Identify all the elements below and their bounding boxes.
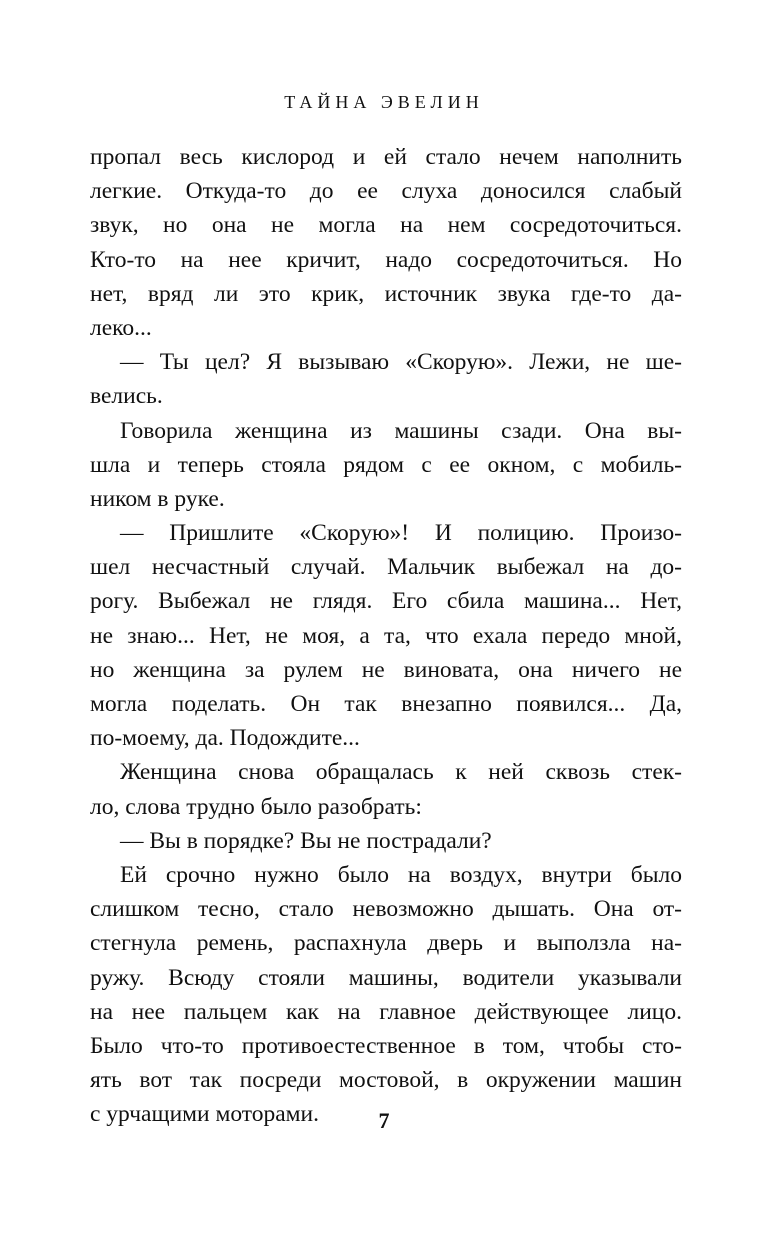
text-line: могла поделать. Он так внезапно появился... Да,: [90, 691, 682, 717]
text-line: — Вы в порядке? Вы не пострадали?: [120, 827, 492, 854]
running-title: ТАЙНА ЭВЕЛИН: [284, 92, 484, 112]
text-line: ло, слова трудно было разобрать:: [90, 793, 422, 820]
text-line: — Пришлите «Скорую»! И полицию. Произо-: [120, 520, 682, 547]
text-line: Говорила женщина из машины сзади. Она вы-: [120, 417, 682, 444]
text-line: с урчащими моторами.: [90, 1101, 319, 1128]
text-line: звук, но она не могла на нем сосредоточиться.: [90, 212, 682, 239]
text-line: не знаю... Нет, не моя, а та, что ехала передо мной,: [90, 622, 682, 649]
text-line: на нее пальцем как на главное действующее лицо.: [90, 998, 682, 1025]
text-line: ять вот так посреди мостовой, в окружении машин: [90, 1067, 682, 1094]
text-line: — Ты цел? Я вызываю «Скорую». Лежи, не ше-: [120, 349, 682, 376]
text-line: Женщина снова обращалась к ней сквозь стек-: [120, 759, 682, 786]
text-line: ружу. Всюду стояли машины, водители указывали: [90, 964, 682, 991]
text-line: но женщина за рулем не виновата, она ничего не: [90, 656, 682, 683]
text-line: нет, вряд ли это крик, источник звука где-то да-: [90, 280, 682, 307]
text-line: Ей срочно нужно было на воздух, внутри было: [120, 861, 682, 888]
text-line: Было что-то противоестественное в том, чтобы сто-: [90, 1032, 682, 1059]
page-number: 7: [378, 1108, 390, 1133]
text-line: стегнула ремень, распахнула дверь и выползла на-: [90, 930, 682, 957]
text-line: рогу. Выбежал не глядя. Его сбила машина... Нет,: [90, 588, 682, 615]
text-line: слишком тесно, стало невозможно дышать. Она от-: [90, 896, 682, 923]
text-line: шел несчастный случай. Мальчик выбежал на до-: [90, 554, 682, 581]
body-text: [90, 140, 682, 1131]
text-line: Кто-то на нее кричит, надо сосредоточиться. Но: [90, 246, 682, 273]
text-line: по-моему, да. Подождите...: [90, 725, 360, 752]
text-line: шла и теперь стояла рядом с ее окном, с мобиль-: [90, 451, 682, 478]
text-line: леко...: [90, 314, 152, 341]
text-line: легкие. Откуда-то до ее слуха доносился слабый: [90, 178, 682, 205]
text-line: пропал весь кислород и ей стало нечем наполнить: [90, 144, 682, 170]
text-line: ником в руке.: [90, 485, 225, 512]
text-line: велись.: [90, 383, 163, 410]
